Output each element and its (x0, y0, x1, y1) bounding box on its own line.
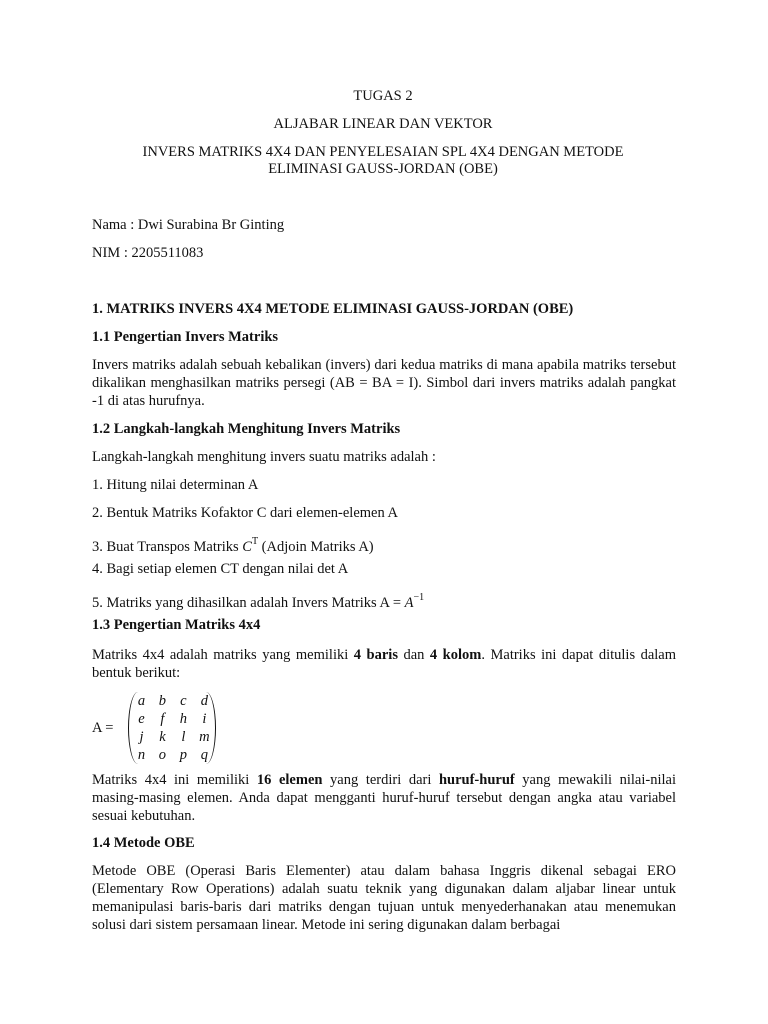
section-1-4-paragraph: Metode OBE (Operasi Baris Elementer) atau dalam bahasa Inggris dikenal sebagai ERO (Elementary Row Operations) adalah suatu teknik yang digunakan dalam aljabar linear untuk memanipulasi baris-baris dari matriks dengan tujuan untuk menyederhanakan atau menemukan solusi dari sistem persamaan linear. Metode ini sering digunakan dalam berbagai (92, 863, 676, 933)
topic-title-line2: ELIMINASI GAUSS-JORDAN (OBE) (268, 161, 498, 177)
step-2: 2. Bentuk Matriks Kofaktor C dari elemen-elemen A (92, 505, 399, 521)
matrix-cell: o (158, 747, 167, 763)
matrix-4x4 (128, 692, 216, 764)
matrix-cell: n (137, 747, 146, 763)
matrix-cell: k (159, 729, 166, 745)
topic-title-line1: INVERS MATRIKS 4X4 DAN PENYELESAIAN SPL 4X4 DENGAN METODE (142, 144, 624, 160)
matrix-equation (92, 690, 292, 766)
step-1: 1. Hitung nilai determinan A (92, 477, 259, 493)
matrix-row (131, 728, 215, 746)
step-3: 3. Buat Transpos Matriks $C^T$ (Adjoin Matriks A) (92, 536, 374, 555)
step-4: 4. Bagi setiap elemen CT dengan nilai det A (92, 561, 349, 577)
matrix-cell: m (199, 729, 210, 745)
matrix-cell: d (200, 693, 209, 709)
matrix-row (131, 692, 215, 710)
assignment-title: TUGAS 2 (353, 88, 413, 104)
transpose-superscript: T (251, 536, 259, 547)
matrix-cell: p (179, 747, 187, 763)
matrix-row (131, 710, 215, 728)
matrix-cell: l (181, 729, 186, 745)
matrix-row (131, 746, 215, 764)
section-1-4-heading: 1.4 Metode OBE (92, 835, 195, 851)
student-nim: NIM : 2205511083 (92, 245, 204, 261)
section-1-1-paragraph: Invers matriks adalah sebuah kebalikan (invers) dari kedua matriks di mana apabila matriks tersebut dikalikan menghasilkan matriks persegi (AB = BA = I). Simbol dari invers matriks adalah pangkat -1 di atas hurufnya. (92, 357, 676, 409)
section-1-3-paragraph-2: Matriks 4x4 ini memiliki 16 elemen yang terdiri dari huruf-huruf yang mewakili nilai-nilai masing-masing elemen. Anda dapat mengganti huruf-huruf tersebut dengan angka atau variabel sesuai kebutuhan. (92, 772, 676, 824)
inverse-matrix-symbol: A (404, 595, 414, 611)
student-name: Nama : Dwi Surabina Br Ginting (92, 217, 285, 233)
inverse-superscript: −1 (413, 592, 425, 603)
section-1-3-paragraph-1: Matriks 4x4 adalah matriks yang memiliki 4 baris dan 4 kolom. Matriks ini dapat ditulis dalam bentuk berikut: (92, 647, 677, 681)
matrix-cell: h (179, 711, 187, 727)
steps-intro: Langkah-langkah menghitung invers suatu matriks adalah : (92, 449, 436, 465)
step-5: 5. Matriks yang dihasilkan adalah Invers Matriks $A = A^{-1}$ (92, 592, 425, 611)
matrix-cell: b (158, 693, 167, 709)
matrix-cell: j (139, 729, 144, 745)
course-title: ALJABAR LINEAR DAN VEKTOR (273, 116, 493, 132)
matrix-cell: a (137, 693, 146, 709)
matrix-cell: c (180, 693, 187, 709)
matrix-cell: q (200, 747, 209, 763)
matrix-label: A = (92, 720, 114, 736)
section-1-heading: 1. MATRIKS INVERS 4X4 METODE ELIMINASI GAUSS-JORDAN (OBE) (92, 301, 574, 317)
matrix-cell: e (138, 711, 145, 727)
cofactor-matrix-symbol: C (242, 539, 252, 555)
section-1-3-heading: 1.3 Pengertian Matriks 4x4 (92, 617, 261, 633)
matrix-cell: i (202, 711, 207, 727)
section-1-1-heading: 1.1 Pengertian Invers Matriks (92, 329, 279, 345)
section-1-2-heading: 1.2 Langkah-langkah Menghitung Invers Matriks (92, 421, 401, 437)
matrix-cell: f (160, 711, 165, 727)
